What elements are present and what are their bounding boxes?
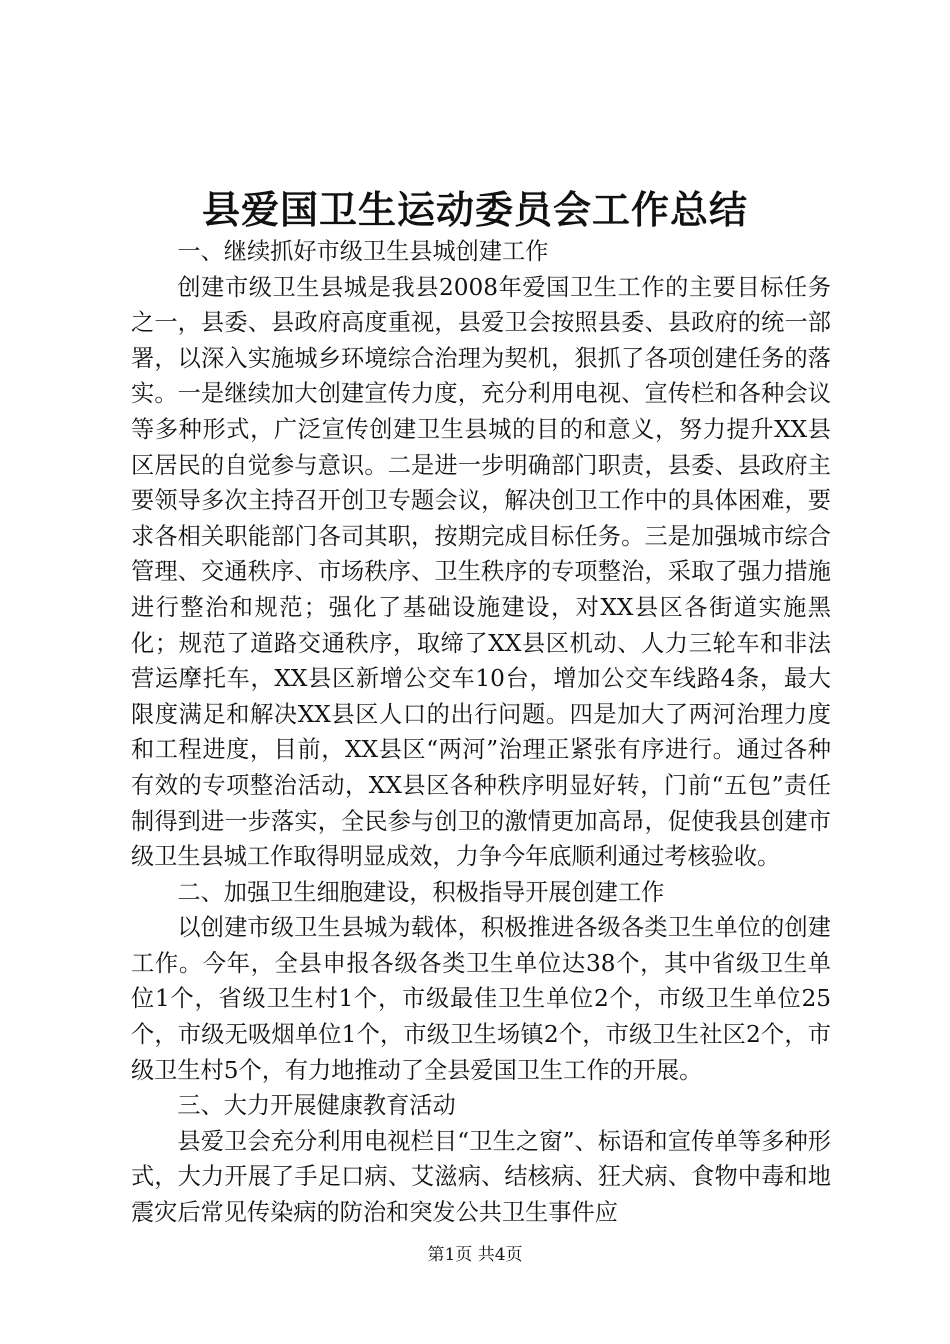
- document-body: [131, 234, 831, 1231]
- paragraph-1: 创建市级卫生县城是我县2008年爱国卫生工作的主要目标任务之一，县委、县政府高度重视，县爱卫会按照县委、县政府的统一部署，以深入实施城乡环境综合治理为契机，狠抓了各项创建任务的落实。一是继续加大创建宣传力度，充分利用电视、宣传栏和各种会议等多种形式，广泛宣传创建卫生县城的目的和意义，努力提升XX县区居民的自觉参与意识。二是进一步明确部门职责，县委、县政府主要领导多次主持召开创卫专题会议，解决创卫工作中的具体困难，要求各相关职能部门各司其职，按期完成目标任务。三是加强城市综合管理、交通秩序、市场秩序、卫生秩序的专项整治，采取了强力措施进行整治和规范；强化了基础设施建设，对XX县区各街道实施黑化；规范了道路交通秩序，取缔了XX县区机动、人力三轮车和非法营运摩托车，XX县区新增公交车10台，增加公交车线路4条，最大限度满足和解决XX县区人口的出行问题。四是加大了两河治理力度和工程进度，目前，XX县区“两河”治理正紧张有序进行。通过各种有效的专项整治活动，XX县区各种秩序明显好转，门前“五包”责任制得到进一步落实，全民参与创卫的激情更加高昂，促使我县创建市级卫生县城工作取得明显成效，力争今年底顺利通过考核验收。: [131, 273, 831, 871]
- document-title: 县爱国卫生运动委员会工作总结: [201, 187, 748, 232]
- paragraph-2: 以创建市级卫生县城为载体，积极推进各级各类卫生单位的创建工作。今年，全县申报各级各类卫生单位达38个，其中省级卫生单位1个，省级卫生村1个，市级最佳卫生单位2个，市级卫生单位25个，市级无吸烟单位1个，市级卫生场镇2个，市级卫生社区2个，市级卫生村5个，有力地推动了全县爱国卫生工作的开展。: [131, 914, 831, 1084]
- section-heading-3: 三、大力开展健康教育活动: [177, 1092, 456, 1120]
- section-heading-1: 一、继续抓好市级卫生县城创建工作: [177, 238, 549, 265]
- section-heading-2: 二、加强卫生细胞建设，积极指导开展创建工作: [177, 878, 665, 906]
- paragraph-3: 县爱卫会充分利用电视栏目“卫生之窗”、标语和宣传单等多种形式，大力开展了手足口病、艾滋病、结核病、狂犬病、食物中毒和地震灾后常见传染病的防治和突发公共卫生事件应: [131, 1127, 831, 1227]
- page-footer: 第1页 共4页: [427, 1245, 523, 1265]
